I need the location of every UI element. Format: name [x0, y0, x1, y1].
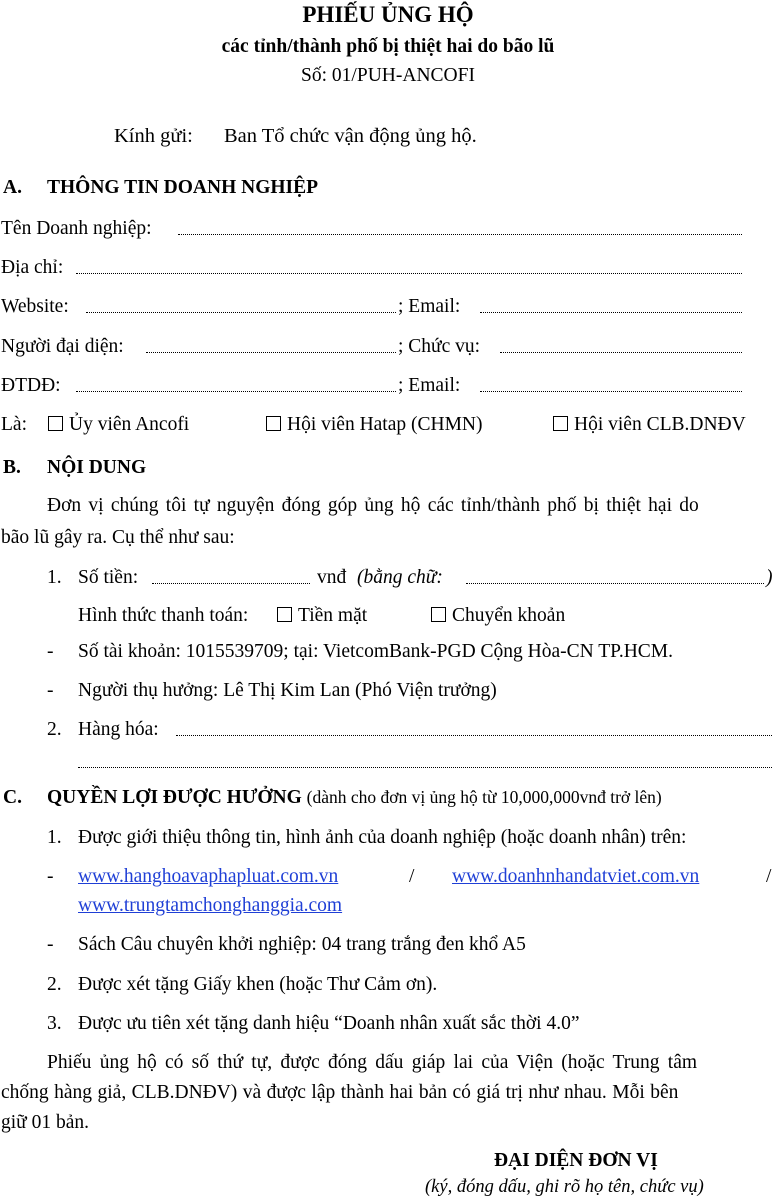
- representative-field[interactable]: [146, 352, 396, 353]
- phone-label: ĐTDĐ:: [1, 375, 61, 396]
- account-dash: -: [47, 641, 54, 662]
- close-paren: ): [766, 567, 773, 588]
- closing-line-2: chống hàng giả, CLB.DNĐV) và được lập thành hai bản có giá trị như nhau. Mỗi bên: [1, 1082, 679, 1103]
- c-item1-number: 1.: [47, 827, 62, 848]
- member-option-hatap[interactable]: Hội viên Hatap (CHMN): [266, 414, 483, 436]
- amount-words-field[interactable]: [466, 583, 764, 584]
- bank-account: Số tài khoản: 1015539709; tại: VietcomBank-PGD Cộng Hòa-CN TP.HCM.: [78, 641, 674, 662]
- link-separator-1: /: [409, 866, 415, 887]
- amount-field[interactable]: [152, 583, 310, 584]
- member-label: Là:: [1, 414, 27, 435]
- closing-line-1: Phiếu ủng hộ có số thứ tự, được đóng dấu giáp lai của Viện (hoặc Trung tâm: [47, 1052, 698, 1073]
- website-field[interactable]: [86, 312, 396, 313]
- address-label: Địa chỉ:: [1, 257, 64, 278]
- checkbox-icon[interactable]: [431, 607, 446, 622]
- intro-line-1: Đơn vị chúng tôi tự nguyện đóng góp ủng hộ các tỉnh/thành phố bị thiệt hại do: [47, 495, 699, 516]
- closing-line-3: giữ 01 bản.: [1, 1112, 90, 1133]
- section-b-letter: B.: [3, 457, 21, 478]
- payment-option-cash[interactable]: Tiền mặt: [277, 605, 367, 627]
- checkbox-icon[interactable]: [266, 416, 281, 431]
- section-b-title: NỘI DUNG: [47, 457, 147, 478]
- form-number: Số: 01/PUH-ANCOFI: [301, 65, 475, 86]
- position-label: ; Chức vụ:: [398, 336, 481, 357]
- section-c-letter: C.: [3, 787, 22, 808]
- c-item3-number: 3.: [47, 1013, 62, 1034]
- currency-label: vnđ: [317, 567, 347, 588]
- representative-label: Người đại diện:: [1, 336, 124, 357]
- links-dash: -: [47, 866, 54, 887]
- c-item3-text: Được ưu tiên xét tặng danh hiệu “Doanh nhân xuất sắc thời 4.0”: [78, 1013, 580, 1034]
- website-label: Website:: [1, 296, 69, 317]
- section-c-heading: [47, 787, 662, 809]
- form-title: PHIẾU ỦNG HỘ: [302, 2, 474, 27]
- position-field[interactable]: [500, 352, 742, 353]
- section-a-letter: A.: [3, 177, 22, 198]
- link-trungtamchonghanggia[interactable]: www.trungtamchonghanggia.com: [78, 895, 343, 916]
- goods-label: Hàng hóa:: [78, 719, 159, 740]
- link-doanhnhandatviet[interactable]: www.doanhnhandatviet.com.vn: [452, 866, 700, 887]
- link-separator-2: /: [766, 866, 772, 887]
- salutation-label: Kính gửi:: [114, 125, 193, 147]
- email-label: ; Email:: [398, 296, 461, 317]
- company-label: Tên Doanh nghiệp:: [1, 218, 152, 239]
- c-item2-text: Được xét tặng Giấy khen (hoặc Thư Cảm ơn).: [78, 974, 438, 995]
- beneficiary: Người thụ hưởng: Lê Thị Kim Lan (Phó Viện trưởng): [78, 680, 497, 701]
- book-dash: -: [47, 934, 54, 955]
- form-subtitle: các tỉnh/thành phố bị thiệt hai do bão lũ: [221, 36, 555, 57]
- company-field[interactable]: [178, 234, 742, 235]
- book-benefit: Sách Câu chuyên khởi nghiệp: 04 trang trắng đen khổ A5: [78, 934, 526, 955]
- item1-number: 1.: [47, 567, 62, 588]
- section-a-title: THÔNG TIN DOANH NGHIỆP: [47, 177, 319, 198]
- signature-note: (ký, đóng dấu, ghi rõ họ tên, chức vụ): [425, 1177, 704, 1197]
- section-c-title: QUYỀN LỢI ĐƯỢC HƯỞNG: [47, 787, 302, 808]
- member-option-ancofi[interactable]: Ủy viên Ancofi: [48, 414, 189, 436]
- amount-label: Số tiền:: [78, 567, 139, 588]
- item2-number: 2.: [47, 719, 62, 740]
- email2-label: ; Email:: [398, 375, 461, 396]
- link-hanghoavaphapluat[interactable]: www.hanghoavaphapluat.com.vn: [78, 866, 339, 887]
- checkbox-icon[interactable]: [553, 416, 568, 431]
- signature-title: ĐẠI DIỆN ĐƠN VỊ: [494, 1150, 658, 1171]
- beneficiary-dash: -: [47, 680, 54, 701]
- address-field[interactable]: [76, 273, 742, 274]
- intro-line-2: bão lũ gây ra. Cụ thể như sau:: [1, 527, 235, 548]
- checkbox-icon[interactable]: [48, 416, 63, 431]
- payment-label: Hình thức thanh toán:: [78, 605, 249, 626]
- goods-field[interactable]: [176, 735, 772, 736]
- payment-option-transfer[interactable]: Chuyển khoản: [431, 605, 565, 627]
- checkbox-icon[interactable]: [277, 607, 292, 622]
- email-field[interactable]: [480, 312, 742, 313]
- member-option-clb[interactable]: Hội viên CLB.DNĐV: [553, 414, 746, 436]
- email2-field[interactable]: [480, 391, 742, 392]
- phone-field[interactable]: [76, 391, 396, 392]
- amount-words-label: (bằng chữ:: [357, 567, 443, 588]
- c-item2-number: 2.: [47, 974, 62, 995]
- salutation-recipient: Ban Tổ chức vận động ủng hộ.: [224, 125, 477, 147]
- section-c-note: (dành cho đơn vị ủng hộ từ 10,000,000vnđ trở lên): [306, 787, 662, 807]
- c-item1-text: Được giới thiệu thông tin, hình ảnh của doanh nghiệp (hoặc doanh nhân) trên:: [78, 827, 687, 848]
- goods-field-line-2[interactable]: [78, 767, 772, 768]
